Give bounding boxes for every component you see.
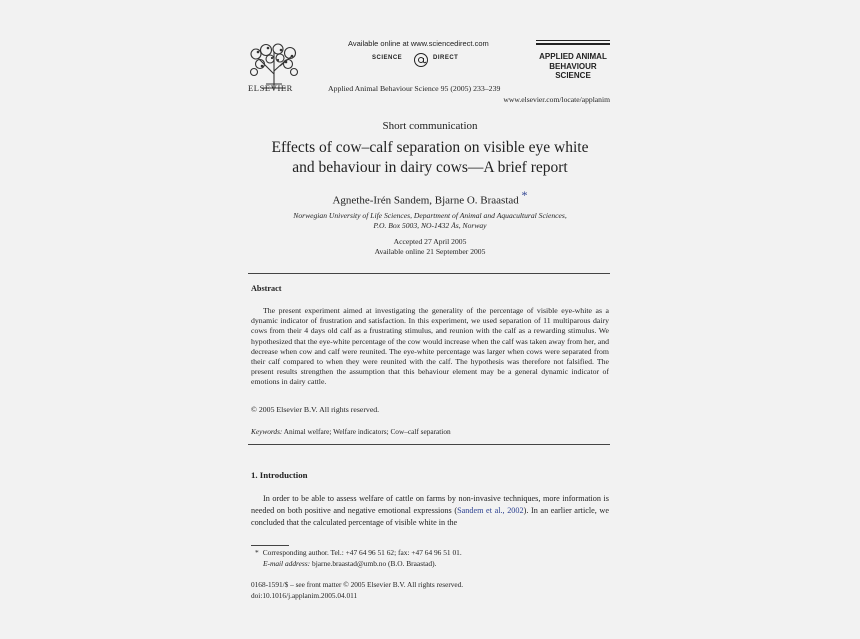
footnote-mark: * (255, 548, 259, 557)
author-names: Agnethe-Irén Sandem, Bjarne O. Braastad (332, 194, 519, 207)
section-type: Short communication (382, 120, 478, 132)
issn-line: 0168-1591/$ – see front matter © 2005 Elsevier B.V. All rights reserved. (251, 580, 464, 589)
introduction-heading: 1. Introduction (251, 470, 308, 480)
available-online-text: Available online at www.sciencedirect.com (348, 39, 489, 48)
journal-reference: Applied Animal Behaviour Science 95 (2005) 233–239 (328, 84, 501, 93)
authors (248, 188, 612, 207)
abstract-heading: Abstract (251, 284, 282, 293)
footnote-corresponding (251, 548, 462, 559)
publisher-name: ELSEVIER (248, 83, 293, 93)
journal-brand-rules (536, 40, 610, 45)
issn-block (251, 580, 463, 601)
footnote-rule (251, 545, 289, 546)
abstract-paragraph: The present experiment aimed at investigating the generality of the percentage of visible eye-white as a dynamic indicator of frustration and satisfaction. In this experiment, we used separation of 11 multiparous dairy cows from their 4 days old calf as a frustrating stimulus, and reunion with the calf as a rewarding stimulus. We hypothesized that the eye-white percentage of the cow would increase when the calf was taken away from her, and decrease when cow and calf were reunited. The eye-white percentage was larger when cows were separated from their calf compared to when they were reunited with the calf. The hypothesis was therefore not falsified. The present results strengthen the assumption that this behaviour element may be a general dynamic indicator of emotions in dairy cattle. (251, 306, 609, 387)
journal-brand-line: BEHAVIOUR (549, 61, 597, 71)
keywords-list: Animal welfare; Welfare indicators; Cow–calf separation (283, 427, 451, 436)
affiliation-line: Norwegian University of Life Sciences, Department of Animal and Aquacultural Sciences, (293, 211, 567, 220)
journal-brand-line: APPLIED ANIMAL (539, 52, 607, 61)
sciencedirect-left: SCIENCE (372, 55, 403, 61)
footnote (251, 548, 462, 569)
divider (248, 273, 610, 274)
citation-link[interactable]: Sandem et al., 2002 (457, 506, 524, 515)
doi-line[interactable]: doi:10.1016/j.applanim.2005.04.011 (251, 590, 358, 600)
intro-text: In order to be able to assess welfare of cattle on farms by non-invasive techniques, more information is needed on both positive and negative emotional expressions ( (251, 494, 609, 515)
divider (248, 444, 610, 445)
sciencedirect-right: DIRECT (433, 55, 459, 61)
keywords (251, 427, 451, 436)
abstract-copyright: © 2005 Elsevier B.V. All rights reserved. (251, 405, 380, 414)
corresponding-author-mark[interactable]: * (521, 188, 528, 202)
journal-brand-line: SCIENCE (555, 71, 591, 80)
paper-page (248, 38, 612, 639)
available-date: Available online 21 September 2005 (374, 247, 486, 256)
email-label: E-mail address: (263, 558, 311, 568)
footnote-text: Corresponding author. Tel.: +47 64 96 51 62; fax: +47 64 96 51 01. (262, 548, 462, 557)
footnote-email (251, 559, 462, 570)
accepted-date: Accepted 27 April 2005 (393, 237, 467, 246)
affiliation (248, 211, 612, 231)
affiliation-line: P.O. Box 5003, NO-1432 Ås, Norway (373, 221, 487, 230)
keywords-label: Keywords: (251, 427, 283, 436)
article-title (248, 138, 612, 178)
article-dates (248, 237, 612, 257)
abstract-body (251, 306, 609, 388)
introduction-body (251, 493, 609, 529)
journal-url[interactable]: www.elsevier.com/locate/applanim (503, 95, 610, 104)
introduction-paragraph (251, 493, 609, 529)
sciencedirect-logo (372, 52, 492, 68)
title-line: Effects of cow–calf separation on visible eye white (271, 139, 589, 156)
intro-text: ). In an earlier article, we concluded that the calculated percentage of visible white in the (251, 506, 609, 527)
journal-brand (536, 52, 610, 81)
title-line: and behaviour in dairy cows—A brief report (292, 159, 568, 176)
at-sign-icon (412, 52, 430, 68)
email-address[interactable]: bjarne.braastad@umb.no (B.O. Braastad). (312, 558, 437, 568)
